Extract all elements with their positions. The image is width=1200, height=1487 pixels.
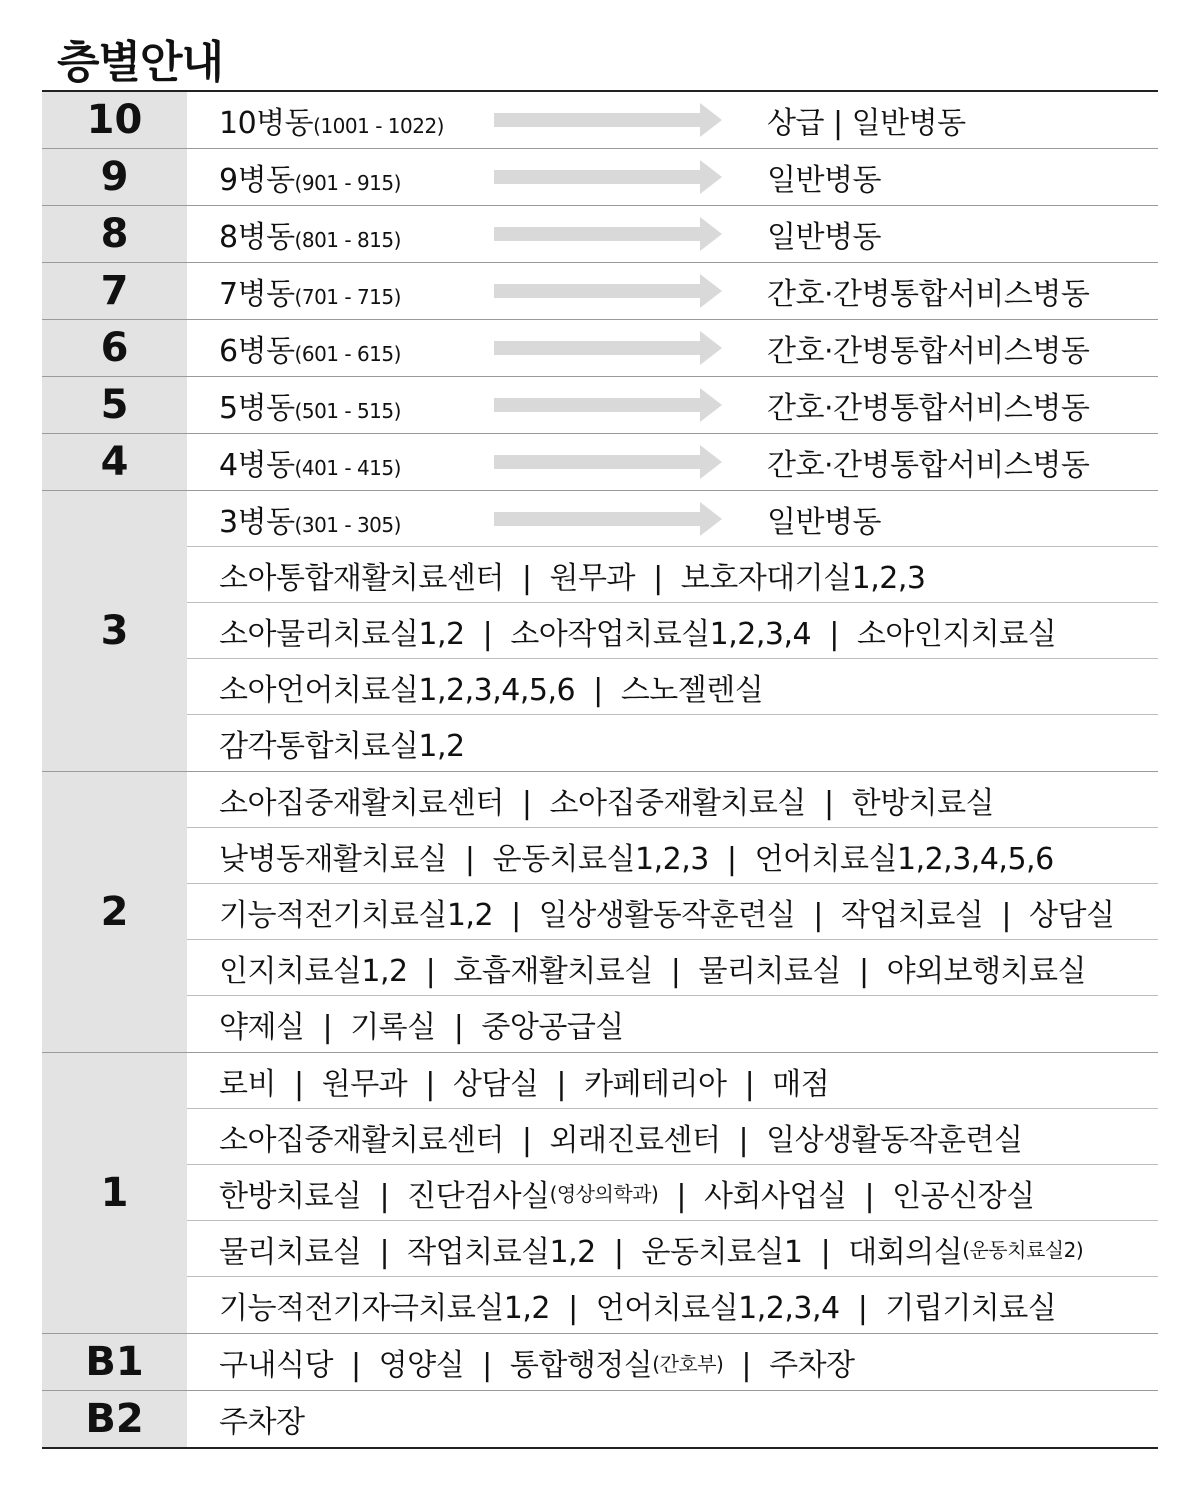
facility-list: 낮병동재활치료실 | 운동치료실1,2,3 | 언어치료실1,2,3,4,5,6 (219, 841, 1054, 877)
ward-type: 간호·간병통합서비스병동 (767, 277, 1090, 312)
floor-8 (42, 206, 1158, 263)
floor-rows (187, 377, 1158, 433)
arrow-right-icon (494, 501, 722, 537)
arrow-right-icon (494, 387, 722, 423)
floor-6 (42, 320, 1158, 377)
facility-row (187, 1221, 1158, 1277)
facility-row (187, 1165, 1158, 1221)
ward-row (187, 377, 1158, 433)
floor-label: 4 (42, 434, 187, 490)
room-range: (301 - 305) (294, 512, 401, 537)
ward-row (187, 491, 1158, 547)
floor-10 (42, 92, 1158, 149)
floor-rows (187, 206, 1158, 262)
ward-name (219, 326, 494, 370)
floor-5 (42, 377, 1158, 434)
room-range: (401 - 415) (294, 456, 401, 480)
ward-type: 일반병동 (767, 504, 881, 540)
facility-row (187, 547, 1158, 603)
facility-list: 로비 | 원무과 | 상담실 | 카페테리아 | 매점 (219, 1066, 830, 1102)
room-range: (901 - 915) (294, 171, 401, 195)
ward-row (187, 92, 1158, 148)
ward-row (187, 149, 1158, 205)
facility-row (187, 1277, 1158, 1333)
facility-list-cont: | 주차장 (723, 1348, 855, 1383)
ward-label: 3병동 (219, 504, 295, 540)
facility-list: 기능적전기치료실1,2 | 일상생활동작훈련실 | 작업치료실 | 상담실 (219, 897, 1115, 933)
floor-rows (187, 149, 1158, 205)
ward-type: 일반병동 (767, 163, 881, 198)
facility-row (187, 715, 1158, 771)
facility-note: (운동치료실2) (962, 1238, 1084, 1262)
facility-row (187, 772, 1158, 828)
floor-label: 10 (42, 92, 187, 148)
ward-row (187, 434, 1158, 490)
floor-rows (187, 320, 1158, 376)
facility-row (187, 884, 1158, 940)
arrow-right-icon (494, 159, 722, 195)
ward-row (187, 263, 1158, 319)
floor-rows (187, 1334, 1158, 1390)
arrow-right-icon (494, 273, 722, 309)
ward-label: 9병동 (219, 163, 295, 198)
facility-list: 소아집중재활치료센터 | 소아집중재활치료실 | 한방치료실 (219, 785, 995, 821)
facility-note: (영상의학과) (549, 1182, 659, 1206)
ward-name (219, 440, 494, 484)
ward-type: 간호·간병통합서비스병동 (767, 334, 1090, 369)
facility-row (187, 659, 1158, 715)
facility-list: 약제실 | 기록실 | 중앙공급실 (219, 1010, 624, 1045)
ward-name (219, 269, 494, 313)
room-range: (701 - 715) (294, 285, 401, 309)
floor-label: 6 (42, 320, 187, 376)
facility-row (187, 940, 1158, 996)
floor-rows (187, 491, 1158, 771)
arrow-right-icon (494, 102, 722, 138)
ward-type: 상급 | 일반병동 (767, 106, 966, 141)
facility-list: 소아집중재활치료센터 | 외래진료센터 | 일상생활동작훈련실 (219, 1122, 1023, 1158)
floor-label: 5 (42, 377, 187, 433)
floor-9 (42, 149, 1158, 206)
floor-4 (42, 434, 1158, 491)
ward-name (219, 383, 494, 427)
facility-row (187, 1391, 1158, 1447)
floor-rows (187, 1053, 1158, 1333)
facility-row (187, 828, 1158, 884)
room-range: (1001 - 1022) (313, 114, 444, 138)
floor-b1 (42, 1334, 1158, 1391)
room-range: (601 - 615) (294, 342, 401, 366)
floor-label: 9 (42, 149, 187, 205)
facility-list: 소아물리치료실1,2 | 소아작업치료실1,2,3,4 | 소아인지치료실 (219, 616, 1057, 652)
facility-list: 인지치료실1,2 | 호흡재활치료실 | 물리치료실 | 야외보행치료실 (219, 953, 1086, 989)
floor-directory (42, 90, 1158, 1449)
page-title: 층별안내 (57, 37, 224, 88)
ward-name (219, 155, 494, 199)
facility-note: (간호부) (652, 1351, 724, 1376)
floor-2 (42, 772, 1158, 1053)
room-range: (801 - 815) (294, 228, 401, 252)
facility-list: 한방치료실 | 진단검사실 (219, 1178, 550, 1214)
facility-row (187, 1334, 1158, 1390)
ward-name (219, 497, 494, 541)
facility-list: 기능적전기자극치료실1,2 | 언어치료실1,2,3,4 | 기립기치료실 (219, 1291, 1057, 1326)
ward-label: 4병동 (219, 448, 295, 483)
facility-list: 물리치료실 | 작업치료실1,2 | 운동치료실1 | 대회의실 (219, 1234, 963, 1270)
arrow-right-icon (494, 330, 722, 366)
floor-rows (187, 1391, 1158, 1447)
ward-label: 7병동 (219, 277, 295, 312)
floor-b2 (42, 1391, 1158, 1447)
floor-rows (187, 92, 1158, 148)
facility-list: 감각통합치료실1,2 (219, 729, 465, 764)
ward-label: 5병동 (219, 391, 295, 426)
floor-3 (42, 491, 1158, 772)
facility-list-cont: | 사회사업실 | 인공신장실 (658, 1178, 1035, 1214)
ward-name (219, 98, 494, 142)
floor-label: B2 (42, 1391, 187, 1447)
floor-rows (187, 434, 1158, 490)
floor-rows (187, 772, 1158, 1052)
ward-type: 일반병동 (767, 220, 881, 255)
floor-label: 7 (42, 263, 187, 319)
floor-1 (42, 1053, 1158, 1334)
ward-name (219, 212, 494, 256)
floor-label: B1 (42, 1334, 187, 1390)
facility-list: 구내식당 | 영양실 | 통합행정실 (219, 1348, 653, 1383)
room-range: (501 - 515) (294, 399, 401, 423)
floor-7 (42, 263, 1158, 320)
arrow-right-icon (494, 444, 722, 480)
facility-row (187, 1053, 1158, 1109)
floor-label: 2 (42, 772, 187, 1052)
ward-row (187, 206, 1158, 262)
ward-row (187, 320, 1158, 376)
facility-row (187, 996, 1158, 1052)
ward-label: 6병동 (219, 334, 295, 369)
arrow-right-icon (494, 216, 722, 252)
facility-list: 주차장 (219, 1405, 305, 1440)
facility-row (187, 1109, 1158, 1165)
floor-rows (187, 263, 1158, 319)
facility-row (187, 603, 1158, 659)
ward-type: 간호·간병통합서비스병동 (767, 391, 1090, 426)
facility-list: 소아언어치료실1,2,3,4,5,6 | 스노젤렌실 (219, 672, 764, 708)
floor-label: 3 (42, 491, 187, 771)
facility-list: 소아통합재활치료센터 | 원무과 | 보호자대기실1,2,3 (219, 560, 926, 596)
ward-label: 10병동 (219, 106, 314, 141)
ward-label: 8병동 (219, 220, 295, 255)
floor-label: 8 (42, 206, 187, 262)
floor-label: 1 (42, 1053, 187, 1333)
ward-type: 간호·간병통합서비스병동 (767, 448, 1090, 483)
